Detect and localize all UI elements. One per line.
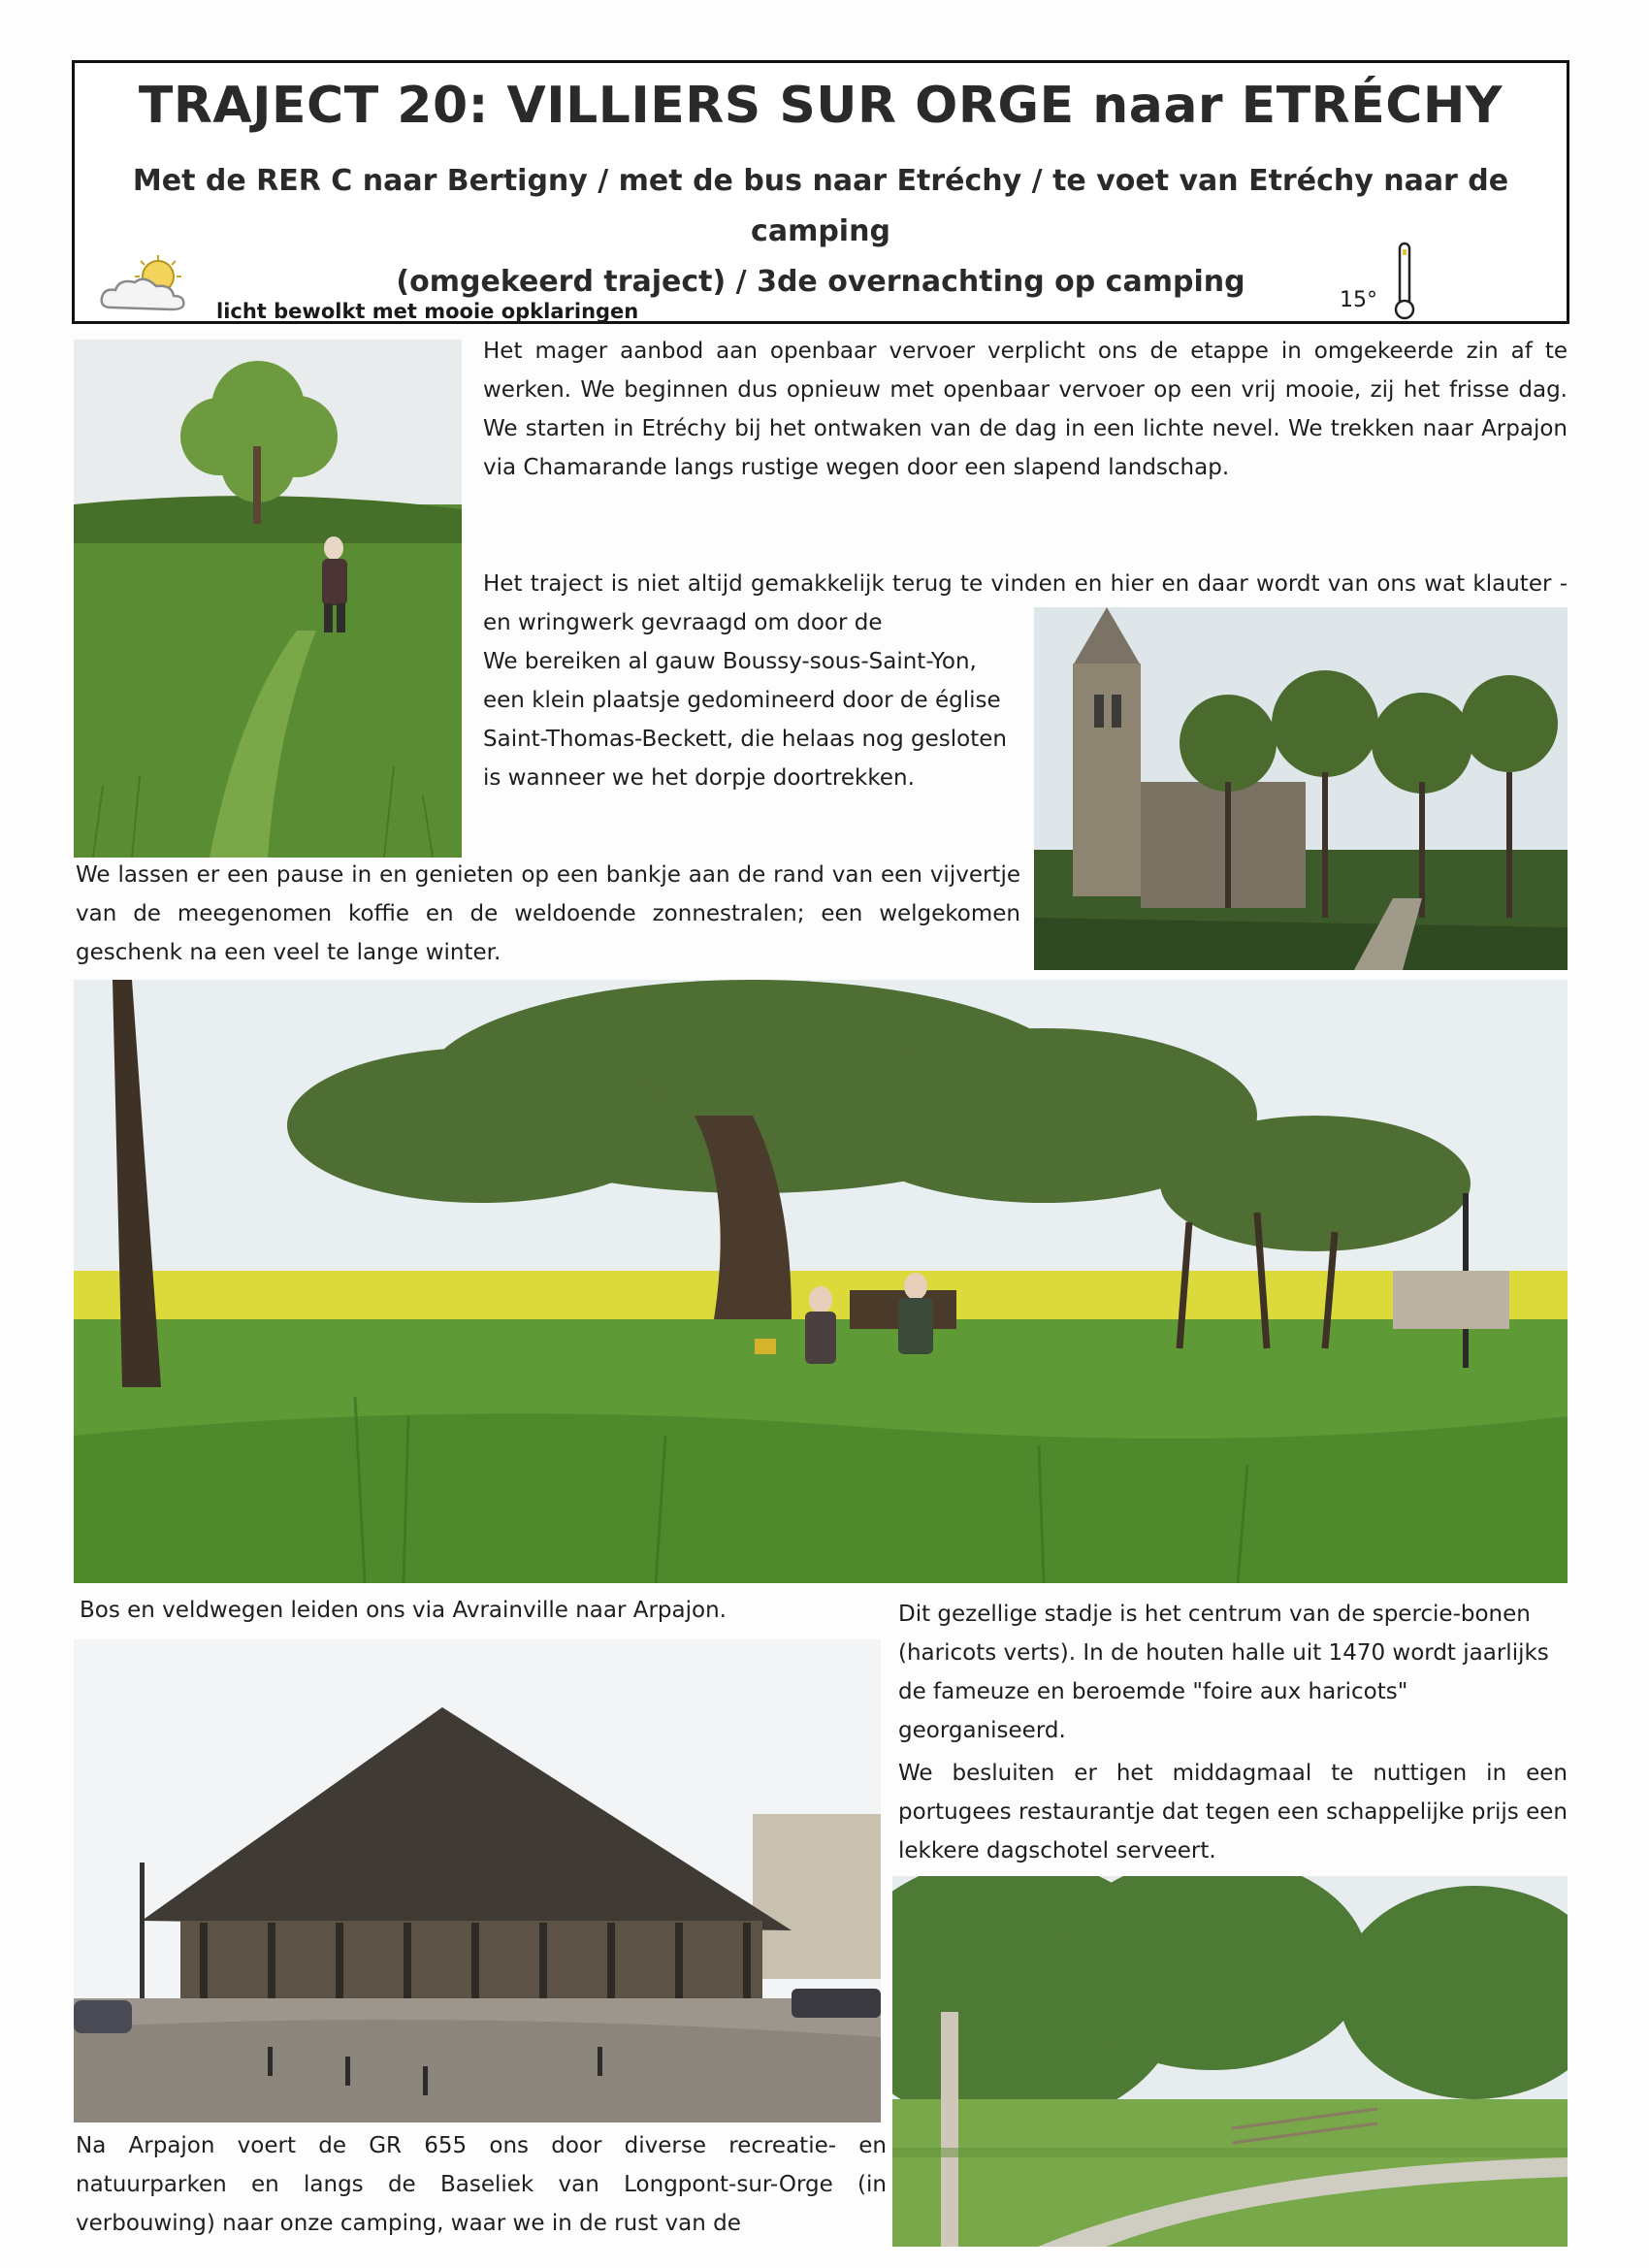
paragraph-4: We lassen er een pause in en genieten op een bankje aan de rand van een vijvertje van de meegenomen koffie en de weldoende zonnestralen; een welgekomen geschenk na een veel te lange winter. (76, 862, 1020, 965)
subtitle-line-2: (omgekeerd traject) / 3de overnachting op camping (396, 265, 1245, 299)
paragraph-8: Na Arpajon voert de GR 655 ons door diverse recreatie- en natuurparken en langs de Baseliek van Longpont-sur-Orge (in verbouwing) naar onze camping, waar we in de rust van de (76, 2133, 887, 2236)
header-box (72, 60, 1569, 324)
photo-walker-meadow (74, 340, 462, 858)
temperature: 15° (1340, 288, 1377, 312)
subtitle-line-1: Met de RER C naar Bertigny / met de bus naar Etréchy / te voet van Etréchy naar de camping (132, 164, 1509, 248)
subtitle (75, 156, 1567, 308)
photo-market-hall-arpajon (74, 1639, 881, 2122)
photo-tree-bench-rapeseed (74, 980, 1568, 1583)
thermometer-icon (1394, 242, 1415, 321)
paragraph-1: Het mager aanbod aan openbaar vervoer verplicht ons de etappe in omgekeerde zin af te werken. We beginnen dus opnieuw met openbaar vervoer op een vrij mooie, zij het frisse dag. We starten in Etréchy bij het ontwaken van de dag in een lichte nevel. We trekken naar Arpajon via Chamarande langs rustige wegen door een slapend landschap. (483, 339, 1568, 480)
paragraph-7: We besluiten er het middagmaal te nuttigen in een portugees restaurantje dat tegen een schappelijke prijs een lekkere dagschotel serveert. (898, 1761, 1568, 1863)
paragraph-2: Het traject is niet altijd gemakkelijk terug te vinden en hier en daar wordt van ons wat klauter - en wringwerk gevraagd om door de (483, 571, 1568, 635)
paragraph-5: Bos en veldwegen leiden ons via Avrainville naar Arpajon. (80, 1598, 727, 1623)
photo-church-saint-thomas (1034, 607, 1568, 970)
photo-park-path (892, 1876, 1568, 2247)
sun-behind-cloud-icon (98, 253, 205, 315)
weather-description: licht bewolkt met mooie opklaringen (216, 300, 639, 323)
paragraph-3: We bereiken al gauw Boussy-sous-Saint-Yon, een klein plaatsje gedomineerd door de église Saint-Thomas-Beckett, die helaas nog gesloten is wanneer we het dorpje doortrekken. (483, 649, 1007, 791)
paragraph-6: Dit gezellige stadje is het centrum van de spercie-bonen (haricots verts). In de houten halle uit 1470 wordt jaarlijks de fameuze en beroemde "foire aux haricots" georganiseerd. (898, 1602, 1549, 1743)
page-title: TRAJECT 20: VILLIERS SUR ORGE naar ETRÉCHY (138, 77, 1504, 135)
